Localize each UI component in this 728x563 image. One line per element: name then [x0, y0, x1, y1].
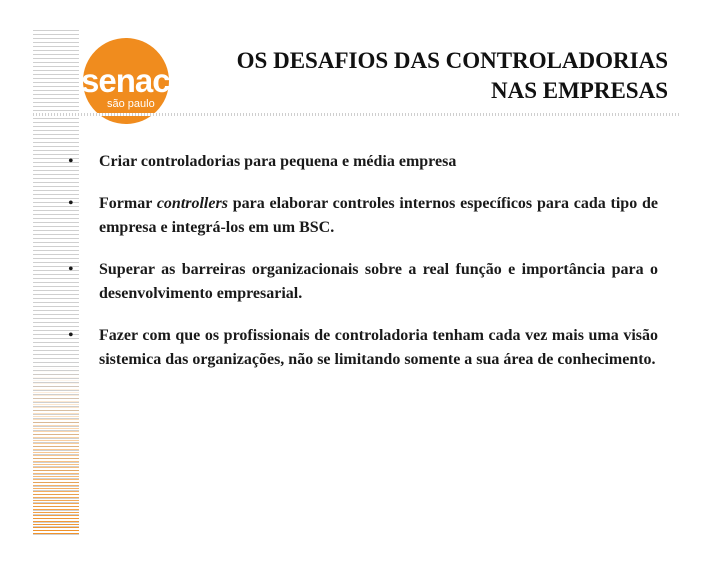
bullet-text: Superar as barreiras organizacionais sobre a real função e importância para o desenvolvimento empresarial.: [99, 261, 658, 302]
bullet-text: Fazer com que os profissionais de controladoria tenham cada vez mais uma visão sistemica das organizações, não se limitando somente a sua área de conhecimento.: [99, 327, 658, 368]
bullet-item: [68, 258, 658, 306]
bullet-list: [68, 150, 658, 390]
bullet-text-after: para elaborar controles internos específicos para cada tipo de empresa e integrá-los em um BSC.: [99, 195, 659, 236]
bullet-item: [68, 192, 658, 240]
logo-subtitle: são paulo: [107, 98, 155, 110]
logo-word: senac: [81, 62, 170, 99]
bullet-item: [68, 150, 658, 174]
bullet-dot: •: [68, 327, 74, 344]
bullet-dot: •: [68, 153, 74, 170]
decorative-orange-fade: [33, 365, 79, 535]
bullet-dot: •: [68, 261, 74, 278]
title-line-1: OS DESAFIOS DAS CONTROLADORIAS: [236, 48, 668, 73]
bullet-text-emphasis: controllers: [156, 195, 228, 212]
senac-logo: [79, 36, 189, 124]
header-divider: [33, 113, 681, 116]
bullet-item: [68, 324, 658, 372]
bullet-dot: •: [68, 195, 74, 212]
slide-title: [198, 46, 668, 106]
title-line-2: NAS EMPRESAS: [490, 78, 668, 103]
bullet-text-before: Formar: [99, 195, 157, 212]
bullet-text: Criar controladorias para pequena e média empresa: [99, 153, 457, 170]
